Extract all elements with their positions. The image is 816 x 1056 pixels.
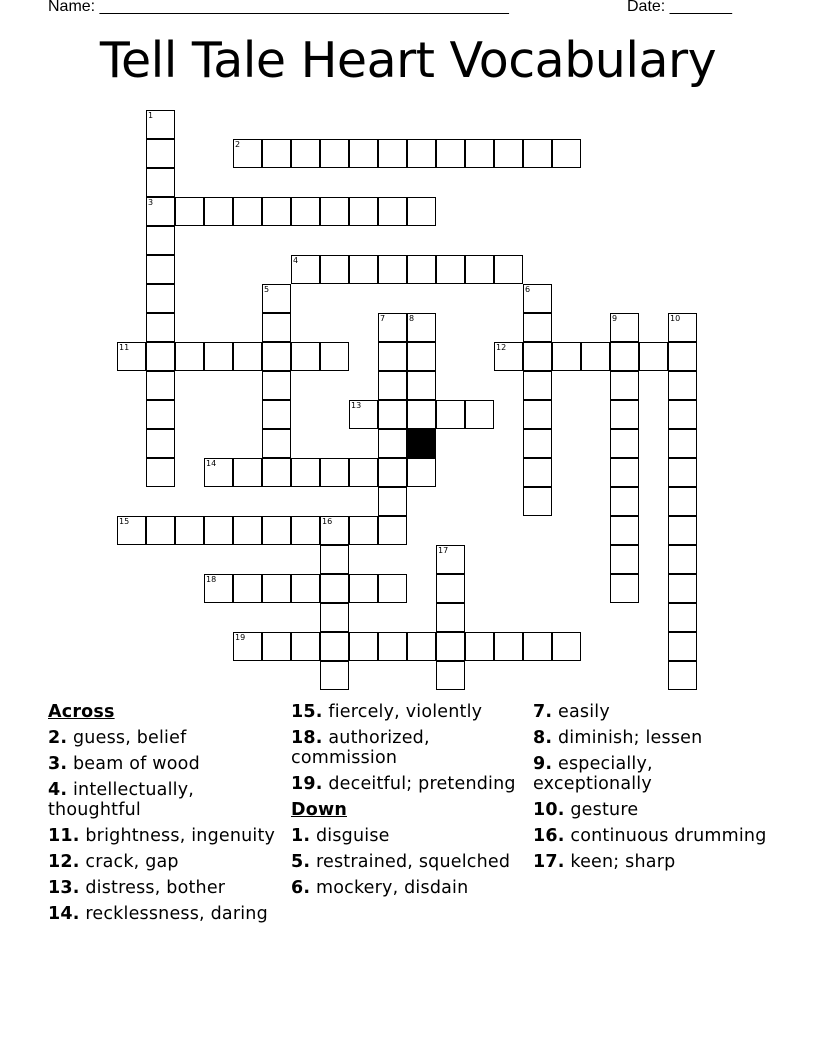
crossword-cell[interactable] [233, 574, 262, 603]
across-heading: Across [48, 702, 115, 722]
crossword-cell[interactable] [407, 313, 436, 342]
clue-number: 11 [119, 343, 130, 352]
crossword-cell[interactable] [146, 342, 175, 371]
date-field-label: Date: _______ [627, 0, 732, 15]
down-clue-list-continued [533, 702, 768, 872]
crossword-cell[interactable] [146, 313, 175, 342]
crossword-cell[interactable] [552, 632, 581, 661]
crossword-cell[interactable] [262, 371, 291, 400]
clue-item [48, 904, 283, 924]
crossword-cell[interactable] [407, 632, 436, 661]
crossword-cell[interactable] [233, 516, 262, 545]
crossword-cell[interactable] [291, 574, 320, 603]
down-clue-list [291, 826, 521, 898]
clue-number: 6 [525, 285, 531, 294]
clue-number-label: 18. [291, 728, 323, 748]
crossword-cell[interactable] [320, 197, 349, 226]
crossword-cell[interactable] [523, 632, 552, 661]
clue-text: disguise [310, 826, 390, 846]
clue-number: 2 [235, 140, 241, 149]
clue-number: 7 [380, 314, 386, 323]
clue-text: continuous drumming [564, 826, 767, 846]
clue-number: 9 [612, 314, 618, 323]
across-clue-list-continued [291, 702, 521, 794]
across-clue-list [48, 728, 283, 924]
crossword-cell[interactable] [349, 574, 378, 603]
clue-number: 18 [206, 575, 217, 584]
crossword-cell[interactable] [291, 342, 320, 371]
clue-text: intellectually, thoughtful [48, 780, 195, 820]
crossword-cell[interactable] [436, 255, 465, 284]
clue-item [48, 852, 283, 872]
crossword-cell[interactable] [523, 371, 552, 400]
clue-text: fiercely, violently [322, 702, 483, 722]
clue-number: 19 [235, 633, 246, 642]
clue-text: authorized, commission [291, 728, 430, 768]
clue-item [48, 754, 283, 774]
crossword-cell[interactable] [262, 429, 291, 458]
crossword-cell[interactable] [610, 342, 639, 371]
crossword-cell[interactable] [146, 226, 175, 255]
crossword-cell[interactable] [668, 371, 697, 400]
crossword-cell[interactable] [639, 342, 668, 371]
crossword-cell[interactable] [494, 139, 523, 168]
clue-number: 3 [148, 198, 154, 207]
clue-number-label: 6. [291, 878, 311, 898]
clue-item [533, 800, 768, 820]
crossword-cell[interactable] [523, 400, 552, 429]
clue-number-label: 12. [48, 852, 80, 872]
crossword-cell[interactable] [291, 255, 320, 284]
clues-column-2 [291, 702, 521, 904]
crossword-cell[interactable] [349, 197, 378, 226]
name-field-label: Name: ______________________________________________ [48, 0, 509, 15]
crossword-cell[interactable] [291, 516, 320, 545]
clue-item [291, 774, 521, 794]
clue-number-label: 15. [291, 702, 323, 722]
clue-item [533, 826, 768, 846]
crossword-cell[interactable] [407, 342, 436, 371]
crossword-cell[interactable] [668, 400, 697, 429]
crossword-cell[interactable] [233, 197, 262, 226]
clue-text: mockery, disdain [310, 878, 469, 898]
clue-number-label: 9. [533, 754, 553, 774]
page-title: Tell Tale Heart Vocabulary [99, 32, 717, 89]
crossword-cell[interactable] [146, 458, 175, 487]
clue-text: brightness, ingenuity [79, 826, 276, 846]
clue-number-label: 2. [48, 728, 68, 748]
clue-item [48, 728, 283, 748]
crossword-cell[interactable] [320, 632, 349, 661]
crossword-cell[interactable] [262, 313, 291, 342]
crossword-cell[interactable] [407, 197, 436, 226]
crossword-cell[interactable] [204, 458, 233, 487]
crossword-cell[interactable] [320, 342, 349, 371]
crossword-cell[interactable] [465, 400, 494, 429]
crossword-cell[interactable] [349, 632, 378, 661]
crossword-cell[interactable] [610, 400, 639, 429]
crossword-cell[interactable] [378, 197, 407, 226]
crossword-cell[interactable] [668, 313, 697, 342]
crossword-cell[interactable] [117, 342, 146, 371]
crossword-cell[interactable] [378, 400, 407, 429]
crossword-cell[interactable] [436, 139, 465, 168]
crossword-cell[interactable] [204, 516, 233, 545]
clue-number: 14 [206, 459, 217, 468]
crossword-cell[interactable] [668, 632, 697, 661]
clue-number-label: 11. [48, 826, 80, 846]
crossword-cell[interactable] [204, 342, 233, 371]
crossword-cell[interactable] [610, 458, 639, 487]
clue-text: diminish; lessen [552, 728, 703, 748]
clue-number: 15 [119, 517, 130, 526]
crossword-cell[interactable] [436, 661, 465, 690]
crossword-cell[interactable] [262, 458, 291, 487]
crossword-cell[interactable] [262, 632, 291, 661]
clue-number-label: 16. [533, 826, 565, 846]
crossword-cell[interactable] [407, 371, 436, 400]
crossword-cell[interactable] [262, 139, 291, 168]
clue-text: guess, belief [67, 728, 187, 748]
clue-item [48, 878, 283, 898]
crossword-cell[interactable] [146, 400, 175, 429]
clue-number: 4 [293, 256, 299, 265]
clue-item [533, 728, 768, 748]
crossword-cell[interactable] [668, 574, 697, 603]
clue-item [291, 878, 521, 898]
crossword-cell[interactable] [465, 632, 494, 661]
crossword-cell[interactable] [378, 516, 407, 545]
crossword-cell[interactable] [552, 139, 581, 168]
crossword-cell[interactable] [262, 400, 291, 429]
clues-column-3 [533, 702, 768, 878]
crossword-cell[interactable] [610, 429, 639, 458]
crossword-cell[interactable] [407, 400, 436, 429]
crossword-cell[interactable] [407, 255, 436, 284]
crossword-cell[interactable] [610, 371, 639, 400]
clue-item [291, 852, 521, 872]
crossword-cell[interactable] [436, 574, 465, 603]
clue-item [533, 754, 768, 794]
clue-item [48, 780, 283, 820]
clue-item [48, 826, 283, 846]
crossword-cell[interactable] [349, 516, 378, 545]
down-heading: Down [291, 800, 347, 820]
blocked-cell [407, 429, 436, 458]
clue-number-label: 7. [533, 702, 553, 722]
crossword-cell[interactable] [465, 255, 494, 284]
crossword-cell[interactable] [610, 487, 639, 516]
crossword-cell[interactable] [523, 313, 552, 342]
crossword-cell[interactable] [320, 545, 349, 574]
clue-text: beam of wood [67, 754, 200, 774]
crossword-cell[interactable] [291, 458, 320, 487]
crossword-cell[interactable] [262, 197, 291, 226]
clue-number-label: 1. [291, 826, 311, 846]
crossword-cell[interactable] [175, 516, 204, 545]
crossword-cell[interactable] [146, 110, 175, 139]
crossword-cell[interactable] [320, 139, 349, 168]
clue-number: 8 [409, 314, 415, 323]
crossword-cell[interactable] [610, 574, 639, 603]
crossword-cell[interactable] [175, 342, 204, 371]
crossword-cell[interactable] [523, 458, 552, 487]
crossword-cell[interactable] [117, 516, 146, 545]
clues-column-1 [48, 702, 283, 930]
crossword-cell[interactable] [465, 139, 494, 168]
crossword-cell[interactable] [378, 371, 407, 400]
crossword-cell[interactable] [262, 284, 291, 313]
crossword-cell[interactable] [378, 342, 407, 371]
crossword-cell[interactable] [523, 487, 552, 516]
clue-text: easily [552, 702, 610, 722]
crossword-cell[interactable] [175, 197, 204, 226]
crossword-cell[interactable] [668, 458, 697, 487]
crossword-cell[interactable] [552, 342, 581, 371]
clue-text: especially, exceptionally [533, 754, 653, 794]
crossword-cell[interactable] [610, 313, 639, 342]
crossword-cell[interactable] [668, 661, 697, 690]
crossword-cell[interactable] [523, 284, 552, 313]
crossword-cell[interactable] [291, 139, 320, 168]
crossword-cell[interactable] [378, 255, 407, 284]
clue-item [533, 702, 768, 722]
crossword-cell[interactable] [146, 168, 175, 197]
clue-number: 17 [438, 546, 449, 555]
crossword-cell[interactable] [610, 545, 639, 574]
crossword-cell[interactable] [494, 632, 523, 661]
crossword-cell[interactable] [668, 603, 697, 632]
crossword-cell[interactable] [378, 632, 407, 661]
crossword-cell[interactable] [320, 255, 349, 284]
clue-number: 13 [351, 401, 362, 410]
clue-text: keen; sharp [564, 852, 676, 872]
clue-number: 16 [322, 517, 333, 526]
crossword-cell[interactable] [233, 632, 262, 661]
clue-number: 10 [670, 314, 681, 323]
crossword-cell[interactable] [523, 429, 552, 458]
clue-text: gesture [564, 800, 639, 820]
crossword-cell[interactable] [436, 632, 465, 661]
crossword-cell[interactable] [407, 458, 436, 487]
crossword-cell[interactable] [610, 516, 639, 545]
clue-item [291, 826, 521, 846]
crossword-cell[interactable] [320, 458, 349, 487]
crossword-cell[interactable] [668, 516, 697, 545]
crossword-cell[interactable] [262, 516, 291, 545]
clue-number: 5 [264, 285, 270, 294]
crossword-cell[interactable] [668, 487, 697, 516]
clue-number: 12 [496, 343, 507, 352]
clue-number-label: 17. [533, 852, 565, 872]
crossword-cell[interactable] [204, 197, 233, 226]
clue-number-label: 13. [48, 878, 80, 898]
crossword-cell[interactable] [494, 255, 523, 284]
crossword-cell[interactable] [262, 574, 291, 603]
crossword-cell[interactable] [320, 574, 349, 603]
clue-item [291, 702, 521, 722]
crossword-cell[interactable] [146, 139, 175, 168]
clue-text: restrained, squelched [310, 852, 511, 872]
clue-text: crack, gap [79, 852, 179, 872]
crossword-cell[interactable] [291, 197, 320, 226]
clue-number-label: 10. [533, 800, 565, 820]
crossword-cell[interactable] [146, 284, 175, 313]
clue-number-label: 4. [48, 780, 68, 800]
crossword-cell[interactable] [378, 458, 407, 487]
crossword-cell[interactable] [320, 603, 349, 632]
clue-item [533, 852, 768, 872]
crossword-cell[interactable] [378, 429, 407, 458]
crossword-cell[interactable] [436, 545, 465, 574]
crossword-cell[interactable] [668, 429, 697, 458]
crossword-cell[interactable] [146, 371, 175, 400]
crossword-cell[interactable] [146, 429, 175, 458]
crossword-cell[interactable] [668, 545, 697, 574]
clue-number-label: 19. [291, 774, 323, 794]
crossword-cell[interactable] [523, 342, 552, 371]
crossword-cell[interactable] [204, 574, 233, 603]
clue-number: 1 [148, 111, 154, 120]
crossword-cell[interactable] [436, 603, 465, 632]
crossword-cell[interactable] [668, 342, 697, 371]
crossword-cell[interactable] [233, 342, 262, 371]
crossword-cell[interactable] [436, 400, 465, 429]
clue-item [291, 728, 521, 768]
crossword-cell[interactable] [378, 313, 407, 342]
crossword-cell[interactable] [349, 458, 378, 487]
crossword-cell[interactable] [494, 342, 523, 371]
crossword-cell[interactable] [378, 139, 407, 168]
clue-number-label: 8. [533, 728, 553, 748]
crossword-cell[interactable] [233, 139, 262, 168]
crossword-cell[interactable] [349, 139, 378, 168]
crossword-cell[interactable] [378, 487, 407, 516]
crossword-cell[interactable] [320, 661, 349, 690]
crossword-cell[interactable] [146, 255, 175, 284]
crossword-cell[interactable] [146, 197, 175, 226]
clue-number-label: 5. [291, 852, 311, 872]
clue-text: deceitful; pretending [322, 774, 516, 794]
crossword-cell[interactable] [320, 516, 349, 545]
crossword-cell[interactable] [262, 342, 291, 371]
crossword-cell[interactable] [378, 574, 407, 603]
crossword-cell[interactable] [349, 400, 378, 429]
crossword-cell[interactable] [233, 458, 262, 487]
clue-number-label: 3. [48, 754, 68, 774]
crossword-cell[interactable] [291, 632, 320, 661]
crossword-cell[interactable] [349, 255, 378, 284]
crossword-cell[interactable] [407, 139, 436, 168]
clue-number-label: 14. [48, 904, 80, 924]
crossword-cell[interactable] [146, 516, 175, 545]
crossword-cell[interactable] [581, 342, 610, 371]
clue-text: distress, bother [79, 878, 226, 898]
crossword-cell[interactable] [523, 139, 552, 168]
clue-text: recklessness, daring [79, 904, 268, 924]
